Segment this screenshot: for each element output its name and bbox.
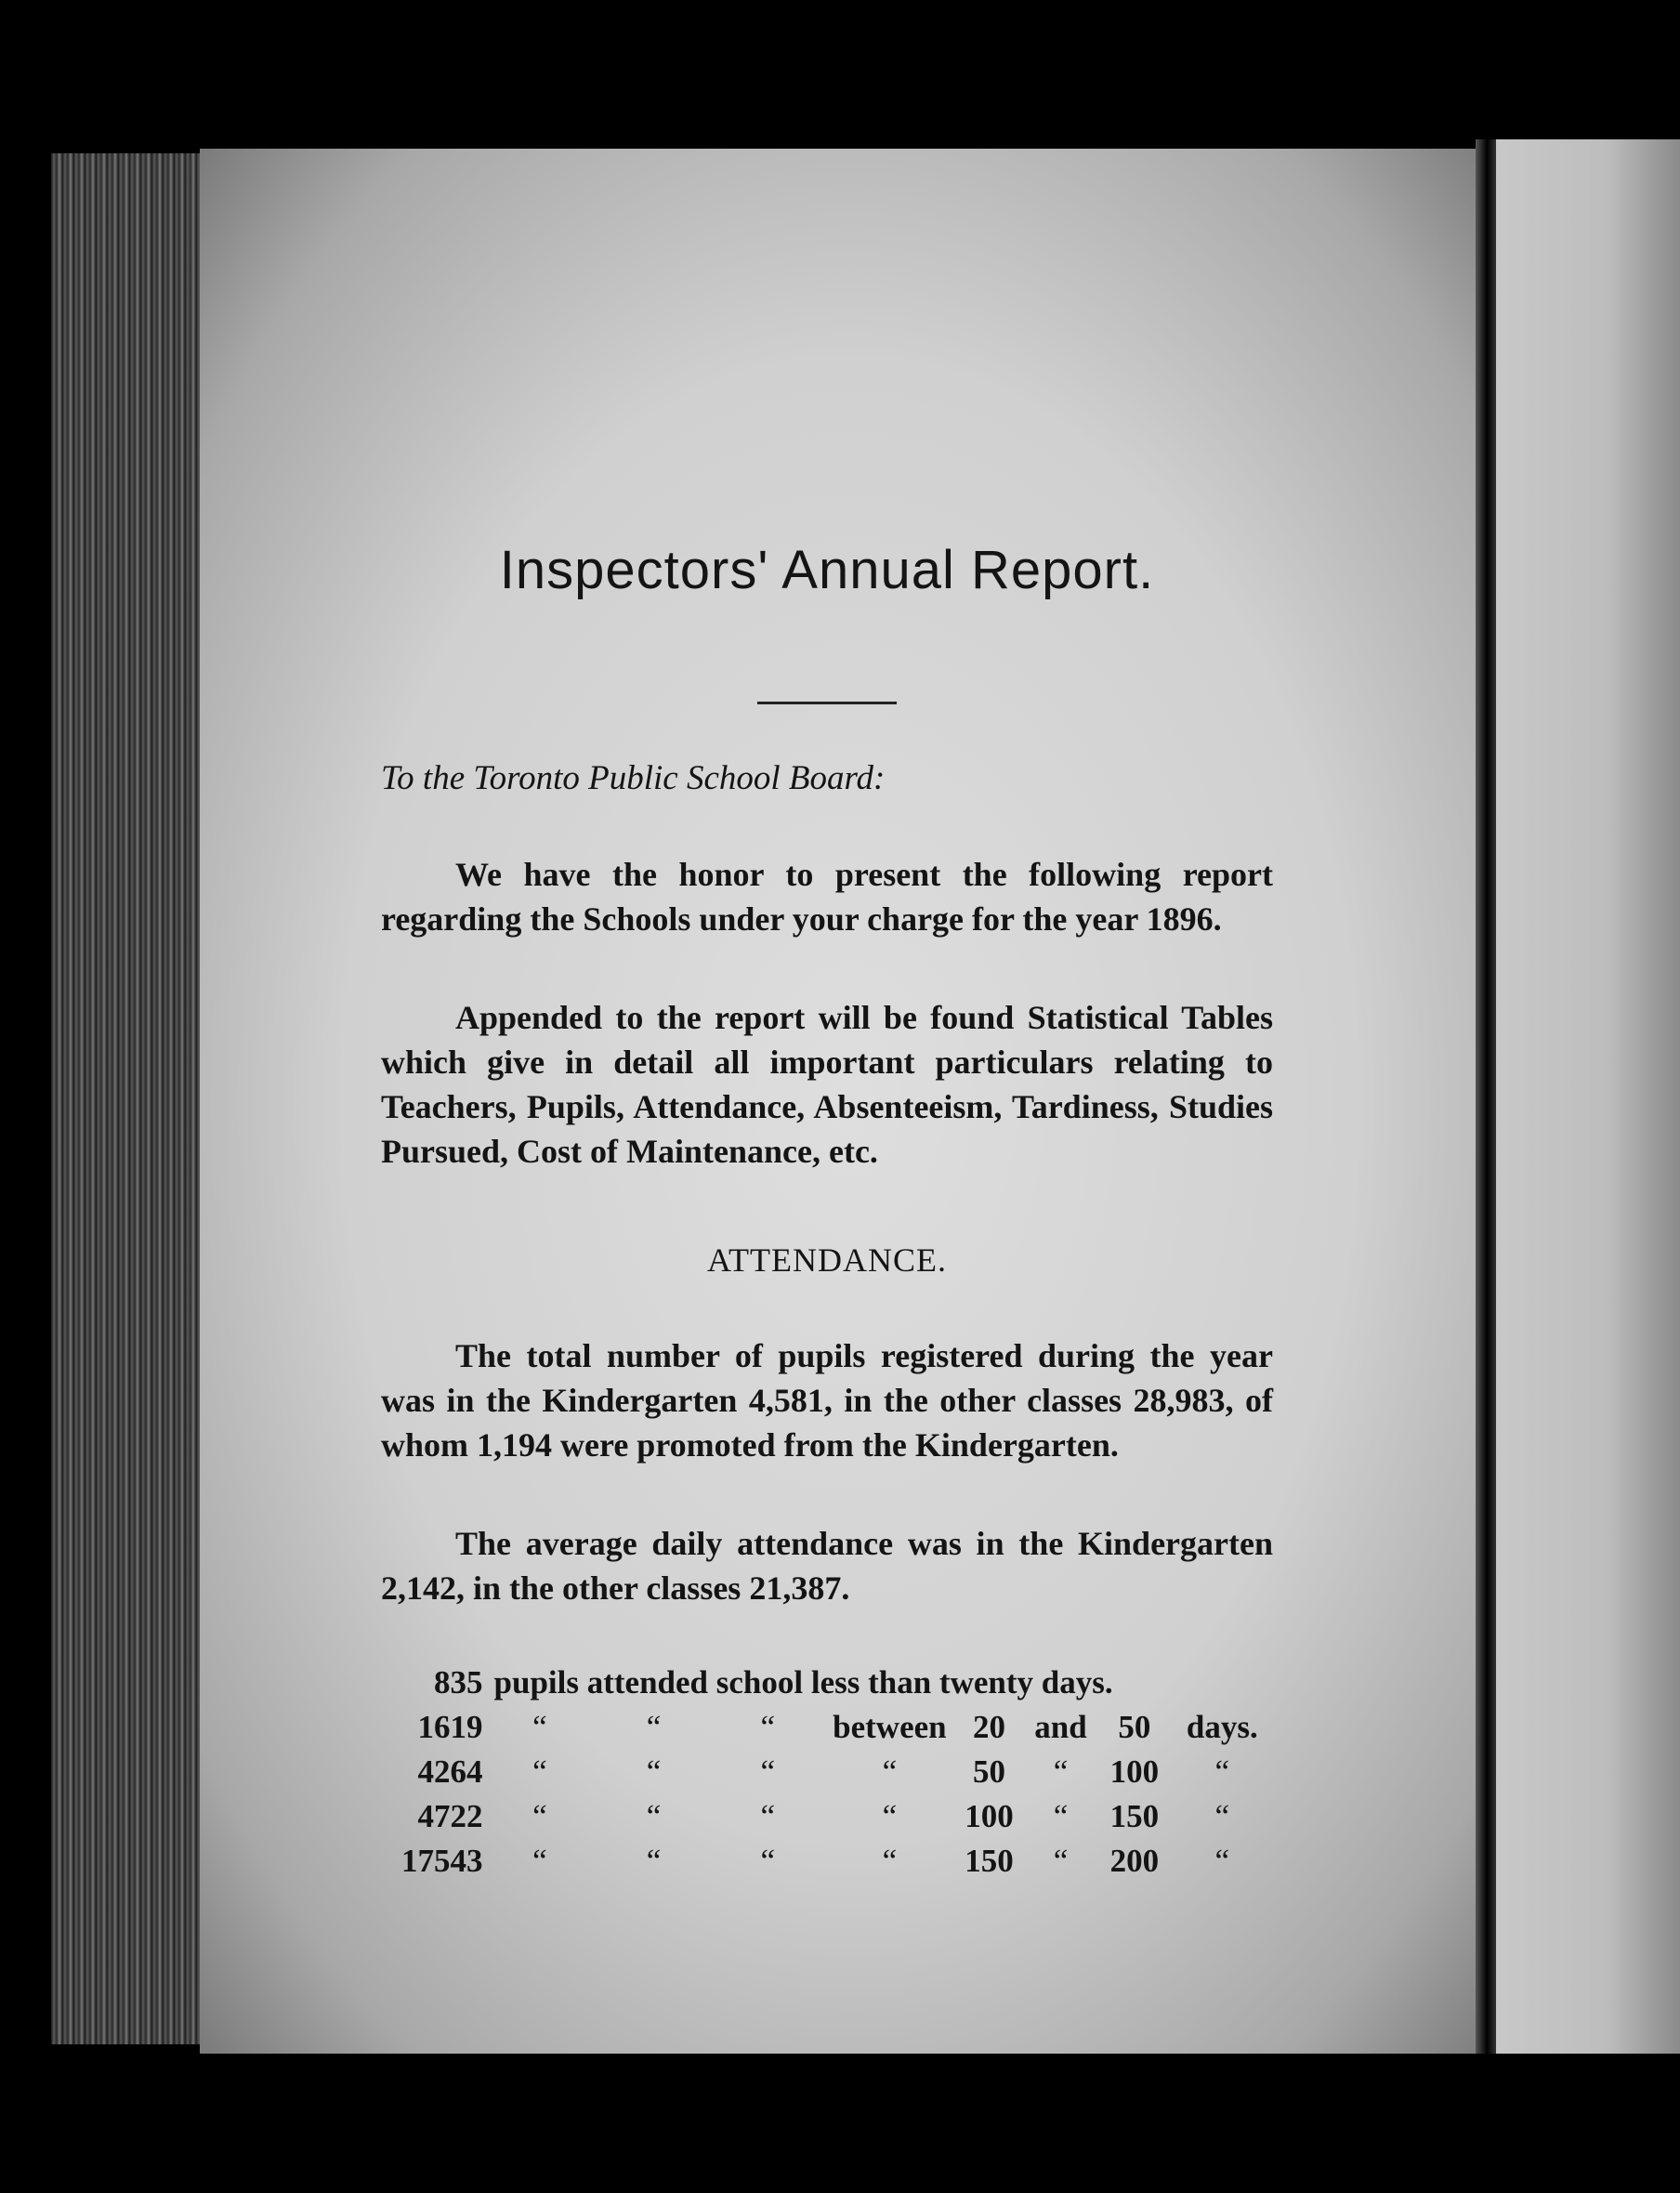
table-row bbox=[381, 1794, 1273, 1839]
book-gutter bbox=[1476, 139, 1496, 2054]
range-unit: “ bbox=[1214, 1798, 1230, 1834]
table-row bbox=[381, 1705, 1273, 1750]
title-divider bbox=[757, 702, 897, 704]
intro-paragraph: We have the honor to present the following report regarding the Schools under your charge for the year 1896. bbox=[381, 856, 1273, 938]
salutation: To the Toronto Public School Board: bbox=[381, 759, 886, 797]
pupil-count: 4264 bbox=[417, 1753, 483, 1790]
tables-paragraph: Appended to the report will be found Statistical Tables which give in detail all important particulars relating to Teachers, Pupils, Attendance, Absenteeism, Tardiness, Studies Pursued, Cost of Maintenance, etc. bbox=[381, 999, 1273, 1170]
range-from: 100 bbox=[965, 1798, 1014, 1834]
table-row bbox=[381, 1661, 1273, 1705]
ditto-mark: “ bbox=[646, 1798, 662, 1834]
range-from: 150 bbox=[965, 1843, 1014, 1879]
pupil-count: 4722 bbox=[417, 1798, 483, 1834]
ditto-mark: “ bbox=[646, 1843, 662, 1879]
report-content bbox=[381, 539, 1273, 1884]
pupil-count: 1619 bbox=[417, 1709, 483, 1745]
ditto-mark: “ bbox=[532, 1709, 547, 1745]
ditto-mark: “ bbox=[646, 1753, 662, 1790]
range-conj: “ bbox=[1053, 1798, 1069, 1834]
ditto-mark: “ bbox=[532, 1798, 547, 1834]
ditto-mark: “ bbox=[760, 1753, 775, 1790]
registration-paragraph: The total number of pupils registered during the year was in the Kindergarten 4,581, in the other classes 28,983, of whom 1,194 were promoted from the Kindergarten. bbox=[381, 1337, 1273, 1464]
pupil-count: 835 bbox=[434, 1664, 483, 1701]
range-from: 20 bbox=[972, 1709, 1005, 1745]
report-title: Inspectors' Annual Report. bbox=[499, 540, 1155, 600]
ditto-mark: “ bbox=[532, 1843, 547, 1879]
facing-page bbox=[1496, 139, 1680, 2054]
attendance-table bbox=[381, 1661, 1273, 1884]
row-text: pupils attended school less than twenty days. bbox=[493, 1664, 1113, 1701]
ditto-mark: “ bbox=[532, 1753, 547, 1790]
ditto-mark: “ bbox=[646, 1709, 662, 1745]
ditto-mark: “ bbox=[760, 1709, 775, 1745]
range-from: 50 bbox=[972, 1753, 1005, 1790]
range-conj: and bbox=[1034, 1709, 1087, 1745]
range-word: “ bbox=[882, 1843, 898, 1879]
range-unit: “ bbox=[1214, 1843, 1230, 1879]
book-page-edges bbox=[51, 153, 204, 2044]
section-heading: ATTENDANCE. bbox=[707, 1241, 947, 1279]
ditto-mark: “ bbox=[760, 1843, 775, 1879]
pupil-count: 17543 bbox=[401, 1843, 483, 1879]
range-conj: “ bbox=[1053, 1843, 1069, 1879]
daily-attendance-paragraph: The average daily attendance was in the Kindergarten 2,142, in the other classes 21,387. bbox=[381, 1525, 1273, 1607]
range-word: “ bbox=[882, 1753, 898, 1790]
range-unit: “ bbox=[1214, 1753, 1230, 1790]
range-unit: days. bbox=[1186, 1709, 1258, 1745]
range-word: “ bbox=[882, 1798, 898, 1834]
range-to: 200 bbox=[1109, 1843, 1160, 1879]
table-row bbox=[381, 1750, 1273, 1794]
range-conj: “ bbox=[1053, 1753, 1069, 1790]
range-to: 100 bbox=[1109, 1753, 1160, 1790]
range-to: 50 bbox=[1118, 1709, 1151, 1745]
ditto-mark: “ bbox=[760, 1798, 775, 1834]
table-row bbox=[381, 1839, 1273, 1884]
range-word: between bbox=[833, 1709, 947, 1745]
range-to: 150 bbox=[1109, 1798, 1160, 1834]
